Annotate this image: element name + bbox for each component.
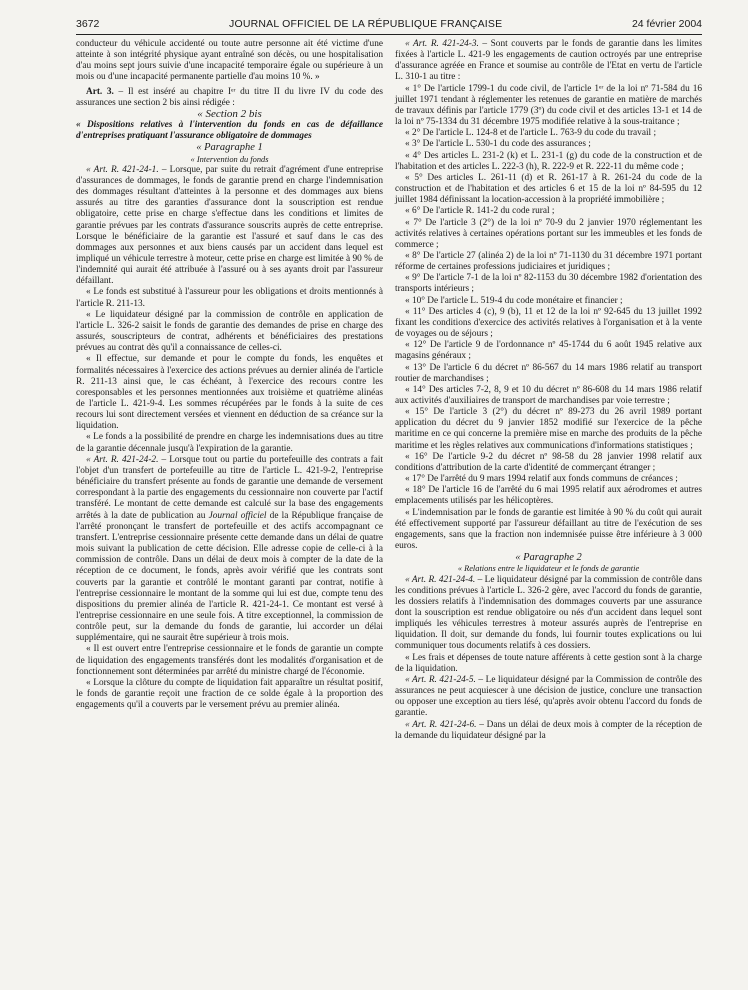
paragraph-subheading: « Intervention du fonds xyxy=(190,154,269,164)
list-item: « 16° De l'article 9-2 du décret nº 98-58 du 28 janvier 1998 relatif aux conditions d'attribution de la carte d'identité de commerçant étranger ; xyxy=(395,451,702,473)
list-item: « 17° De l'arrêté du 9 mars 1994 relatif aux fonds communs de créances ; xyxy=(405,474,678,485)
article-3 xyxy=(76,87,383,109)
article-ref: « Art. R. 421-24-5. xyxy=(405,674,476,685)
list-item: « 18° De l'article 16 de l'arrêté du 6 mai 1995 relatif aux aérodromes et autres emplacements utilisés par les hélicoptères. xyxy=(395,485,702,507)
article-ref: « Art. R. 421-24-6. xyxy=(405,719,477,730)
article-text: – Sont couverts par le fonds de garantie dans les limites fixées à l'article L. 421-9 les engagements de caution octroyés par une entreprise d'assurance agréée en France et soumise au contrôle de l'Etat en vertu de l'article L. 310-1 au titre : xyxy=(395,39,702,83)
article-text: – Le liquidateur désigné par la Commission de contrôle des assurances ne peut acquiescer à une décision de justice, conclure une transaction ou opposer une exception au tiers lésé, qu'après avoir obtenu l'accord du fonds de garantie. xyxy=(395,674,702,719)
paragraph: « L'indemnisation par le fonds de garantie est limitée à 90 % du coût qui aurait été effectivement supporté par l'assureur défaillant au titre de l'exécution de ses engagements, sans que la fraction non indemnisée puisse être inférieure à 3 000 euros. xyxy=(395,507,702,552)
paragraph-heading: « Paragraphe 1 xyxy=(196,142,263,154)
list-item: « 14° Des articles 7-2, 8, 9 et 10 du décret nº 86-608 du 14 mars 1986 relatif aux activités d'auxiliaires de transport de marchandises par voie terrestre ; xyxy=(395,384,702,406)
article-text: – Le liquidateur désigné par la commission de contrôle dans les conditions prévues à l'article L. 326-2 gère, avec l'accord du fonds de garantie, les dossiers relatifs à l'indemnisation des dommages couverts par une assurance dont la souscription est rendue obligatoire ou nés d'un accident dans lequel sont impliqués les véhicules terrestres à moteur assurés auprès de l'entreprise en liquidation. Il doit, sur demande du fonds, lui fournir toutes explications ou lui communiquer tous documents relatifs à ces dossiers. xyxy=(395,574,702,652)
list-item: « 10° De l'article L. 519-4 du code monétaire et financier ; xyxy=(405,295,623,306)
publication-date: 24 février 2004 xyxy=(631,18,702,30)
paragraph-heading: « Paragraphe 2 xyxy=(515,552,582,564)
article-ref: « Art. R. 421-24-3. xyxy=(405,39,479,49)
section-title: « Section 2 bis xyxy=(197,107,262,120)
list-item: « 12° De l'article 9 de l'ordonnance nº 45-1744 du 6 août 1945 relative aux magasins généraux ; xyxy=(395,340,702,362)
paragraph: « Le liquidateur désigné par la commission de contrôle en application de l'article L. 326-2 saisit le fonds de garantie des demandes de prise en charge des assurés, souscripteurs de contrat, adhérents et bénéficiaires des prestations prévues au contrat dès qu'il a connaissance de celles-ci. xyxy=(76,309,383,354)
list-item: « 13° De l'article 6 du décret nº 86-567 du 14 mars 1986 relatif au transport routier de marchandises ; xyxy=(395,362,702,384)
header-rule xyxy=(76,34,702,35)
paragraph-subheading: « Relations entre le liquidateur et le fonds de garantie xyxy=(457,564,640,574)
paragraph: « Il est ouvert entre l'entreprise cessionnaire et le fonds de garantie un compte de liquidation des engagements transférés dont les modalités d'organisation et de fonctionnement sont déterminées par arrêté du ministre chargé de l'économie. xyxy=(76,644,383,677)
right-column xyxy=(395,39,702,742)
journal-title: JOURNAL OFFICIEL DE LA RÉPUBLIQUE FRANÇAISE xyxy=(229,18,503,30)
article-ref: « Art. R. 421-24-2. xyxy=(86,454,159,465)
left-column xyxy=(76,39,383,742)
text-columns xyxy=(76,39,702,742)
article-r421-24-2 xyxy=(76,455,383,645)
paragraph: « Lorsque la clôture du compte de liquidation fait apparaître un résultat positif, le fonds de garantie reçoit une fraction de ce solde égale à la proportion des engagements qu'il a couverts par le versement prévu au premier alinéa. xyxy=(76,677,383,711)
list-item: « 8° De l'article 27 (alinéa 2) de la loi nº 71-1130 du 31 décembre 1971 portant réforme de certaines professions judiciaires et juridiques ; xyxy=(395,250,702,273)
article-ref: « Art. R. 421-24-4. xyxy=(405,574,476,585)
journal-name: Journal officiel xyxy=(208,510,267,521)
article-r421-24-6 xyxy=(395,720,702,742)
article-r421-24-4 xyxy=(395,575,702,653)
list-item: « 11° Des articles 4 (c), 9 (b), 11 et 12 de la loi nº 92-645 du 13 juillet 1992 fixant les conditions d'exercice des activités relatives à l'organisation et à la vente de voyages ou de séjours ; xyxy=(395,306,702,340)
list-item: « 6° De l'article R. 141-2 du code rural ; xyxy=(405,206,555,217)
page-header xyxy=(76,18,702,30)
enumerated-list xyxy=(395,84,702,508)
list-item: « 4° Des articles L. 231-2 (k) et L. 231-1 (g) du code de la construction et de l'habitation et des articles L. 222-3 (h), R. 222-9 et R. 222-11 du même code ; xyxy=(395,150,702,172)
paragraph: conducteur du véhicule accidenté ou toute autre personne ait été victime d'une atteinte à son intégrité physique ayant entraîné son décès, ou une hospitalisation d'au moins sept jours suivie d'une incapacité temporaire égale ou supérieure à un mois ou d'une incapacité permanente partielle d'au moins 10 %. » xyxy=(76,39,383,83)
article-text: – Il est inséré au chapitre Iᵉʳ du titre II du livre IV du code des assurances une section 2 bis ainsi rédigée : xyxy=(76,86,383,108)
paragraph: « Les frais et dépenses de toute nature afférents à cette gestion sont à la charge de la liquidation. xyxy=(395,652,702,674)
article-ref: « Art. R. 421-24-1. xyxy=(86,164,159,175)
page-number: 3672 xyxy=(76,18,100,30)
paragraph: « Il effectue, sur demande et pour le compte du fonds, les enquêtes et formalités nécessaires à l'exercice des actions prévues au dernier alinéa de l'article R. 211-13 ainsi que, le cas échéant, à l'exercice des recours contre les coresponsables et les personnes mentionnées aux troisième et quatrième alinéas de l'article L. 421-9-4. Les sommes récupérées par le fonds à la suite de ces recours lui sont directement versées et viennent en déduction de sa créance sur la liquidation. xyxy=(76,354,383,432)
list-item: « 9° De l'article 7-1 de la loi nº 82-1153 du 30 décembre 1982 d'orientation des transports intérieurs ; xyxy=(395,273,702,295)
list-item: « 2° De l'article L. 124-8 et de l'article L. 763-9 du code du travail ; xyxy=(405,128,657,139)
article-text: – Lorsque tout ou partie du portefeuille des contrats a fait l'objet d'un transfert de portefeuille au titre de l'article L. 421-9-2, l'entreprise bénéficiaire du transfert présente au fonds de garantie une demande de versement correspondant à la partie des engagements du cessionnaire non couverte par l'actif transféré. Le montant de cette demande est calculé sur la base des engagements arrêtés à la date de publication au xyxy=(76,454,383,521)
article-label: Art. 3. xyxy=(86,86,114,97)
article-r421-24-3 xyxy=(395,39,702,84)
list-item: « 3° De l'article L. 530-1 du code des assurances ; xyxy=(405,139,591,150)
article-text: – Dans un délai de deux mois à compter de la réception de la demande du liquidateur désigné par la xyxy=(395,719,702,741)
paragraph: « Le fonds a la possibilité de prendre en charge les indemnisations dues au titre de la garantie décennale jusqu'à l'expiration de la garantie. xyxy=(76,432,383,454)
list-item: « 15° De l'article 3 (2°) du décret nº 89-273 du 26 avril 1989 portant application du décret du 9 janvier 1852 modifié sur l'exercice de la pêche maritime en ce qui concerne la première mise en marche des produits de la pêche maritime et les règles relatives aux communications d'informations statistiques ; xyxy=(395,407,702,451)
paragraph: « Le fonds est substitué à l'assureur pour les obligations et droits mentionnés à l'article R. 211-13. xyxy=(76,287,383,309)
article-text: de la République française de l'arrêté prononçant le transfert de portefeuille et des actifs accompagnant ce transfert. L'entreprise cessionnaire présente cette demande dans un délai de quatre mois suivant la publication de cette décision. Elle adresse copie de celle-ci à la commission de contrôle. Dans un délai de deux mois à compter de la date de la réception de ce document, le fonds, après avoir vérifié que les contrats sont couverts par la garantie et contrôlé le montant garanti par contrat, notifie à l'entreprise cessionnaire le montant de la somme qui lui est due, compte tenu des dispositions du premier alinéa de l'article R. 421-24-1. Ce montant est versé à l'entreprise cessionnaire en une seule fois. A titre exceptionnel, la commission de contrôle peut, sur la demande du fonds de garantie, lui accorder un délai supplémentaire, qui ne saurait être supérieur à trois mois. xyxy=(76,510,383,644)
article-r421-24-5 xyxy=(395,675,702,720)
article-r421-24-1 xyxy=(76,165,383,288)
section-subtitle: « Dispositions relatives à l'intervention du fonds en cas de défaillance d'entreprises pratiquant l'assurance obligatoire de dommages xyxy=(76,120,383,142)
list-item: « 1° De l'article 1799-1 du code civil, de l'article 1ᵉʳ de la loi nº 71-584 du 16 juillet 1971 tendant à réglementer les retenues de garantie en matière de marchés de travaux définis par l'article 1779 (3º) du code civil et des articles 13-1 et 14 de la loi nº 75-1334 du 31 décembre 1975 modifiée relative à la sous-traitance ; xyxy=(395,83,702,128)
article-text: – Lorsque, par suite du retrait d'agrément d'une entreprise d'assurances de dommages, le fonds de garantie prend en charge l'indemnisation des dommages résultant d'atteintes à la personne et des dommages aux biens assurés au titre des garanties d'assurance dont la souscription est rendue obligatoire, cette prise en charge s'effectue dans les conditions et limites de garantie prévues par les contrats d'assurance souscrits auprès de cette entreprise. Lorsque le bénéficiaire de la garantie est l'assuré et sauf dans le cas des dommages aux personnes et aux biens causés par un accident dans lequel est impliqué un véhicule terrestre à moteur, cette prise en charge est limitée à 90 % de l'indemnité qui aurait été attribuée à l'assuré ou à ses ayants droit par l'assureur défaillant. xyxy=(76,164,383,287)
list-item: « 7° De l'article 3 (2°) de la loi nº 70-9 du 2 janvier 1970 réglementant les activités relatives à certaines opérations portant sur les immeubles et les fonds de commerce ; xyxy=(395,217,702,250)
list-item: « 5° Des articles L. 261-11 (d) et R. 261-17 à R. 261-24 du code de la construction et de l'habitation et des articles 6 et 15 de la loi nº 84-595 du 12 juillet 1984 définissant la location-accession à la propriété immobilière ; xyxy=(395,172,702,206)
